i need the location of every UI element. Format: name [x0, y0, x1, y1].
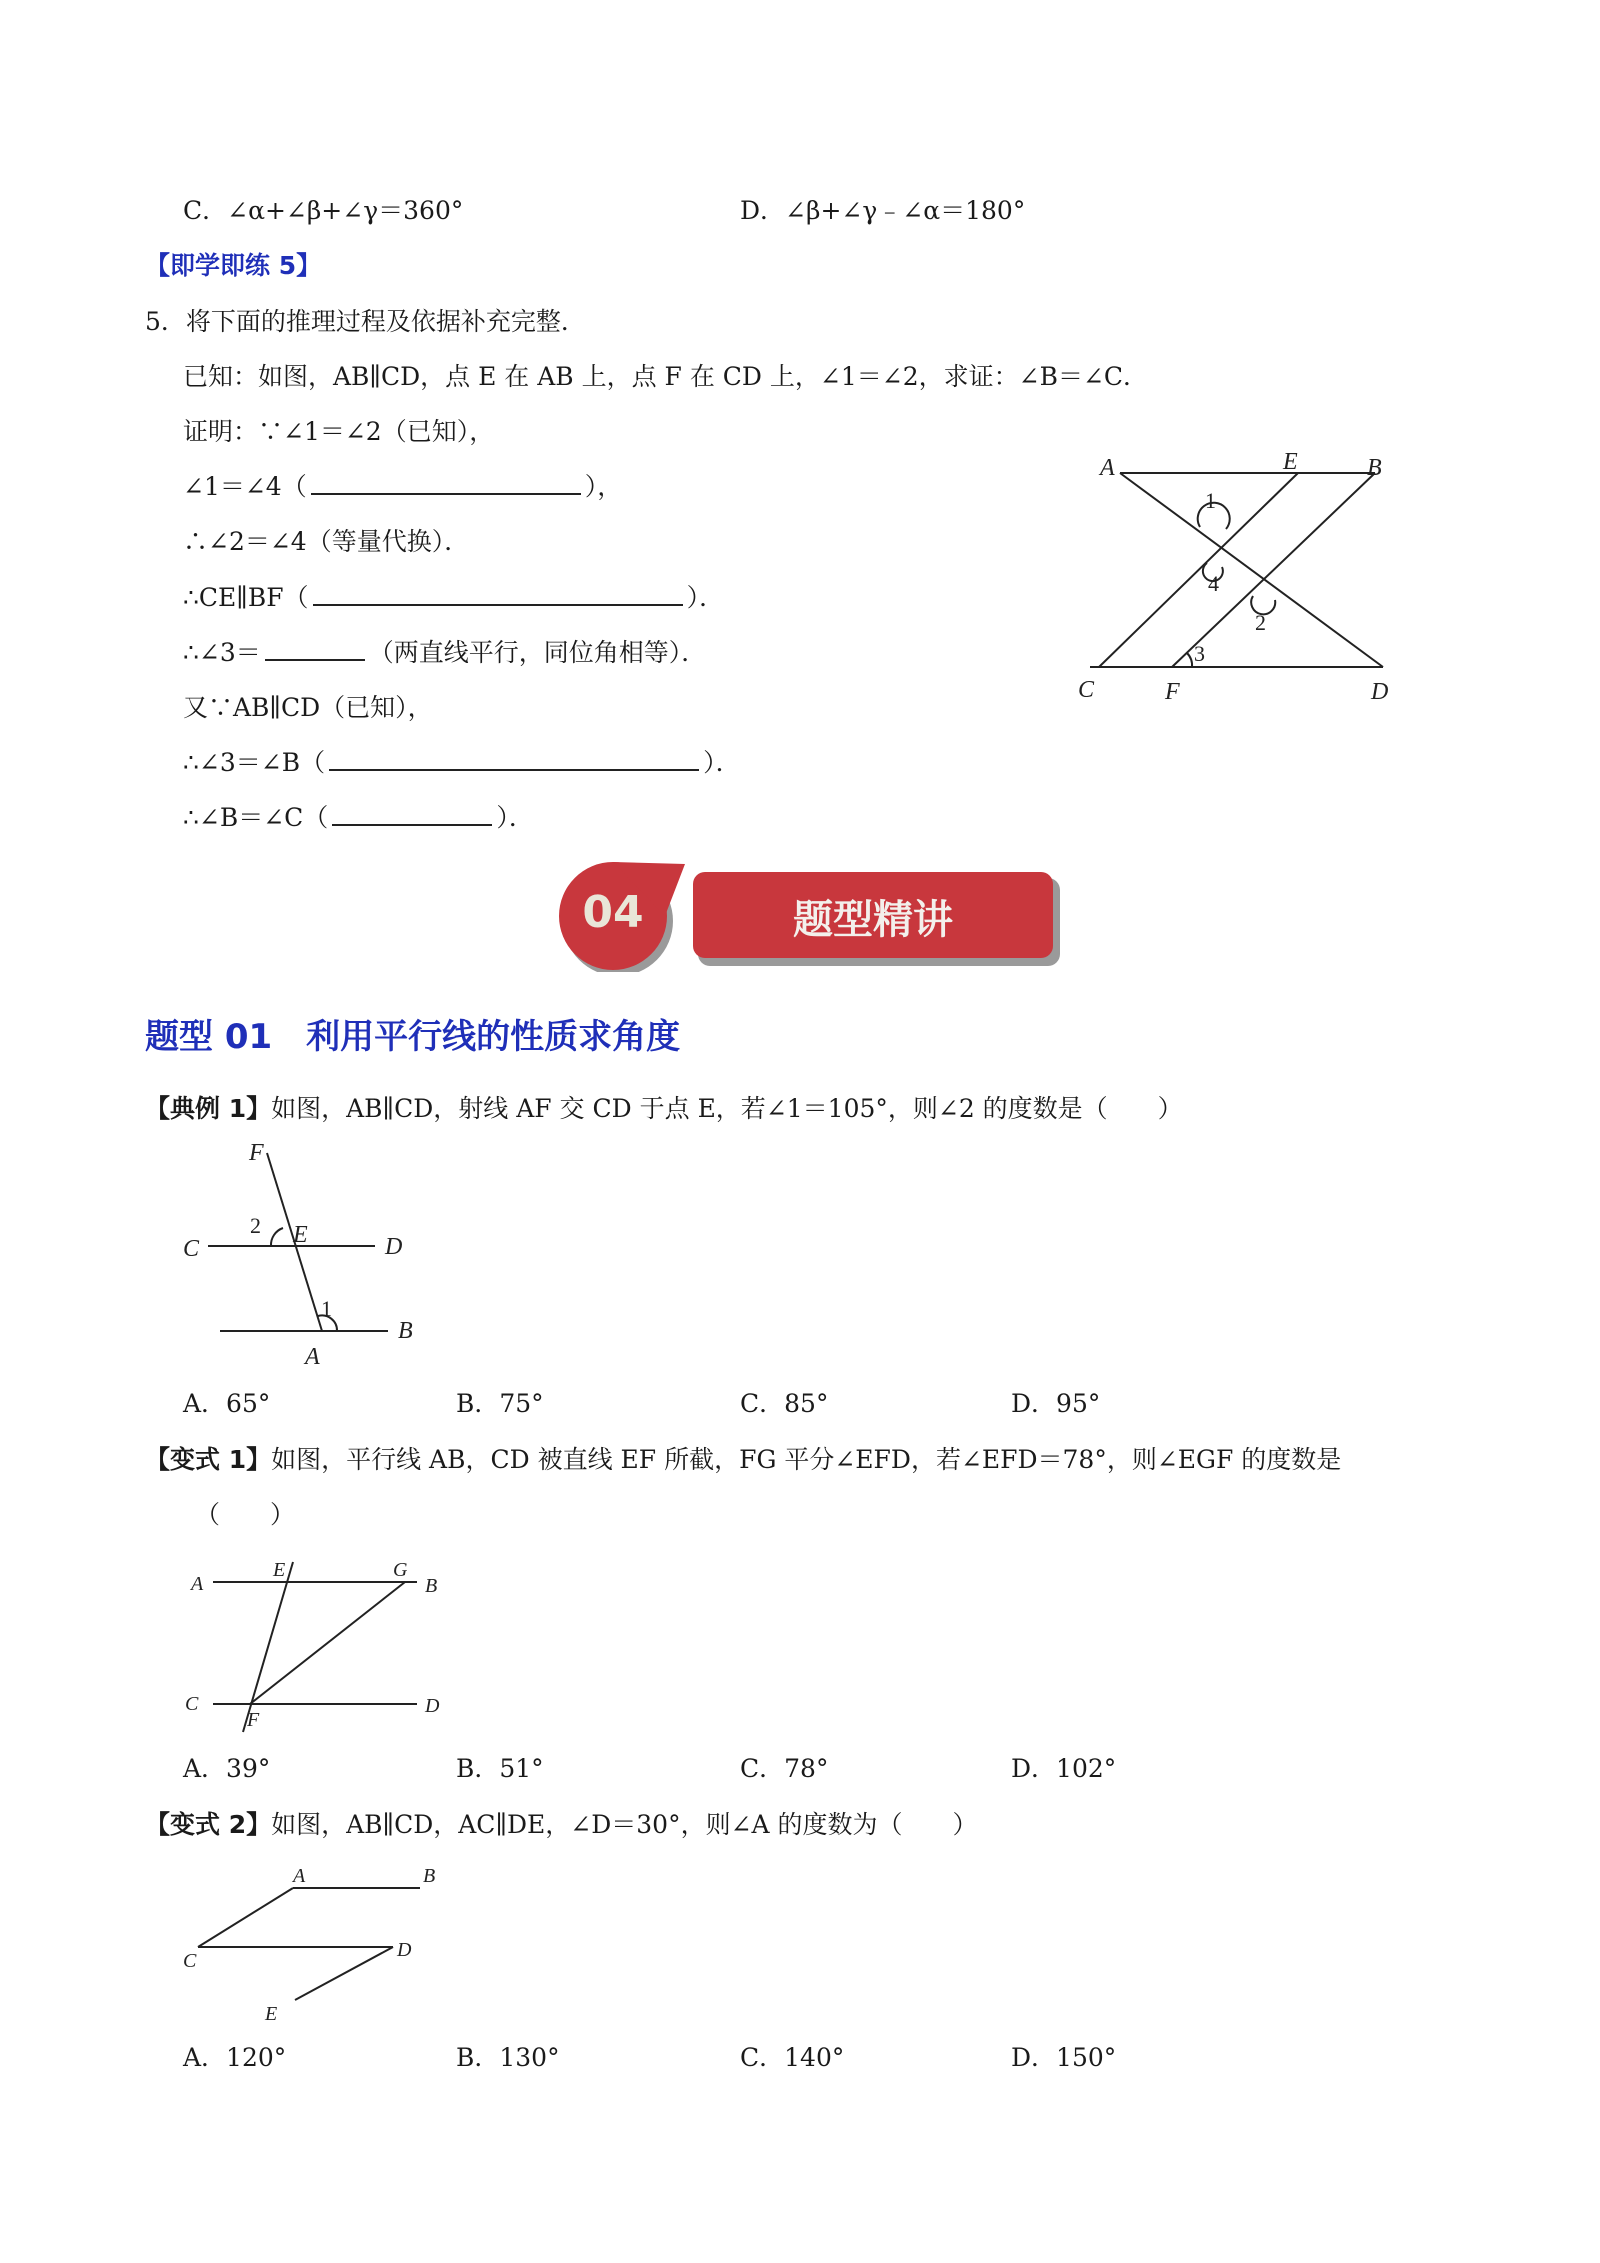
practice-heading: 【即学即练 5】: [145, 251, 322, 280]
proof-line-suffix: （两直线平行，同位角相等）．: [368, 638, 707, 667]
point-label-d: D: [425, 1695, 440, 1717]
example1-tag: 【典例 1】: [145, 1094, 272, 1123]
line-de: [295, 1947, 393, 2000]
section-banner: [545, 862, 1065, 972]
practice-question: 5．将下面的推理过程及依据补充完整．: [145, 307, 586, 336]
option-a[interactable]: A．120°: [183, 2043, 287, 2072]
variant1-text: 如图，平行线 AB，CD 被直线 EF 所截，FG 平分∠EFD，若∠EFD＝78°，则∠EGF 的度数是: [271, 1445, 1342, 1474]
proof-line-2: [183, 470, 622, 504]
option-d-prev: D．∠β+∠γ﹣∠α＝180°: [740, 196, 1026, 225]
option-d[interactable]: D．95°: [1011, 1389, 1101, 1418]
proof-line-text: ∴∠2＝∠4（等量代换）．: [183, 527, 470, 556]
answer-blank[interactable]: [329, 747, 699, 771]
example1-stem: [145, 1092, 1183, 1126]
proof-line-8: [183, 801, 534, 835]
proof-line-suffix: ）．: [703, 748, 741, 777]
line-ce: [1099, 473, 1298, 667]
point-label-e: E: [293, 1222, 308, 1248]
option-a[interactable]: A．39°: [183, 1754, 271, 1783]
angle-label-2: 2: [250, 1213, 261, 1238]
proof-line-3: [183, 525, 469, 559]
option-c[interactable]: C．78°: [740, 1754, 829, 1783]
line-ef: [243, 1562, 293, 1732]
point-label-a: A: [1100, 455, 1115, 481]
angle-label-4: 4: [1208, 571, 1219, 596]
option-b[interactable]: B．51°: [456, 1754, 544, 1783]
point-label-d: D: [385, 1234, 403, 1260]
line-fg: [250, 1582, 405, 1704]
option-b[interactable]: B．75°: [456, 1389, 544, 1418]
option-d[interactable]: D．102°: [1011, 1754, 1117, 1783]
proof-line-text: ∴∠3＝: [183, 638, 261, 667]
proof-line-text: ∴∠B＝∠C（: [183, 803, 329, 832]
proof-line-7: [183, 746, 741, 780]
proof-line-text: ∠1＝∠4（: [183, 472, 307, 501]
line-ac: [198, 1888, 293, 1947]
angle-label-3: 3: [1194, 641, 1205, 666]
option-d[interactable]: D．150°: [1011, 2043, 1117, 2072]
proof-line-text: ∴∠3＝∠B（: [183, 748, 326, 777]
angle-label-1: 1: [1205, 488, 1216, 513]
point-label-g: G: [393, 1559, 408, 1581]
point-label-a: A: [191, 1573, 204, 1595]
point-label-c: C: [185, 1693, 199, 1715]
banner-number: 04: [582, 887, 644, 938]
answer-blank[interactable]: [313, 582, 683, 606]
practice-figure: [1075, 445, 1415, 715]
example1-text: 如图，AB∥CD，射线 AF 交 CD 于点 E，若∠1＝105°，则∠2 的度数是（ ）: [271, 1094, 1183, 1123]
variant2-stem: [145, 1808, 978, 1842]
banner-label: 题型精讲: [793, 897, 953, 943]
example1-figure: [175, 1138, 435, 1373]
point-label-c: C: [1078, 677, 1095, 703]
point-label-c: C: [183, 1950, 197, 1972]
arc-angle-2: [271, 1228, 283, 1246]
variant1-figure: [175, 1550, 455, 1745]
option-b[interactable]: B．130°: [456, 2043, 560, 2072]
point-label-f: F: [249, 1140, 264, 1166]
variant2-figure: [175, 1855, 455, 2030]
proof-line-5: [183, 636, 706, 670]
option-c-prev: C．∠α+∠β+∠γ＝360°: [183, 196, 464, 225]
arc-angle-3: [1187, 653, 1192, 667]
point-label-f: F: [247, 1709, 260, 1731]
angle-label-1: 1: [321, 1296, 332, 1321]
proof-line-text: 又∵AB∥CD（已知），: [183, 693, 433, 722]
proof-line-4: [183, 581, 724, 615]
proof-line-6: [183, 691, 433, 725]
answer-blank[interactable]: [311, 471, 581, 495]
proof-line-suffix: ）．: [496, 803, 534, 832]
point-label-e: E: [273, 1559, 286, 1581]
proof-line-suffix: ）．: [686, 583, 725, 612]
section-title: 题型 01 利用平行线的性质求角度: [145, 1017, 681, 1057]
option-c[interactable]: C．85°: [740, 1389, 829, 1418]
point-label-a: A: [293, 1865, 306, 1887]
point-label-d: D: [1371, 679, 1389, 705]
variant1-paren: （ ）: [195, 1500, 296, 1529]
point-label-d: D: [397, 1939, 412, 1961]
proof-line-1: [183, 415, 494, 449]
point-label-c: C: [183, 1236, 200, 1262]
point-label-b: B: [425, 1575, 438, 1597]
variant1-stem: [145, 1443, 1341, 1477]
option-a[interactable]: A．65°: [183, 1389, 271, 1418]
proof-line-suffix: ），: [584, 472, 623, 501]
variant1-tag: 【变式 1】: [145, 1445, 272, 1474]
proof-line-text: ∴CE∥BF（: [183, 583, 309, 612]
angle-label-2: 2: [1255, 610, 1266, 635]
point-label-b: B: [398, 1318, 413, 1344]
point-label-b: B: [423, 1865, 436, 1887]
point-label-e: E: [1283, 449, 1298, 475]
answer-blank[interactable]: [332, 802, 492, 826]
option-c[interactable]: C．140°: [740, 2043, 845, 2072]
point-label-b: B: [1367, 455, 1382, 481]
point-label-f: F: [1165, 679, 1180, 705]
answer-blank[interactable]: [265, 637, 365, 661]
point-label-a: A: [305, 1344, 320, 1370]
variant2-text: 如图，AB∥CD，AC∥DE，∠D＝30°，则∠A 的度数为（ ）: [271, 1810, 978, 1839]
point-label-e: E: [265, 2003, 278, 2025]
practice-given: 已知：如图，AB∥CD，点 E 在 AB 上，点 F 在 CD 上，∠1＝∠2，求证：∠B＝∠C．: [183, 362, 1149, 391]
variant2-tag: 【变式 2】: [145, 1810, 272, 1839]
proof-line-text: 证明：∵∠1＝∠2（已知），: [183, 417, 495, 446]
